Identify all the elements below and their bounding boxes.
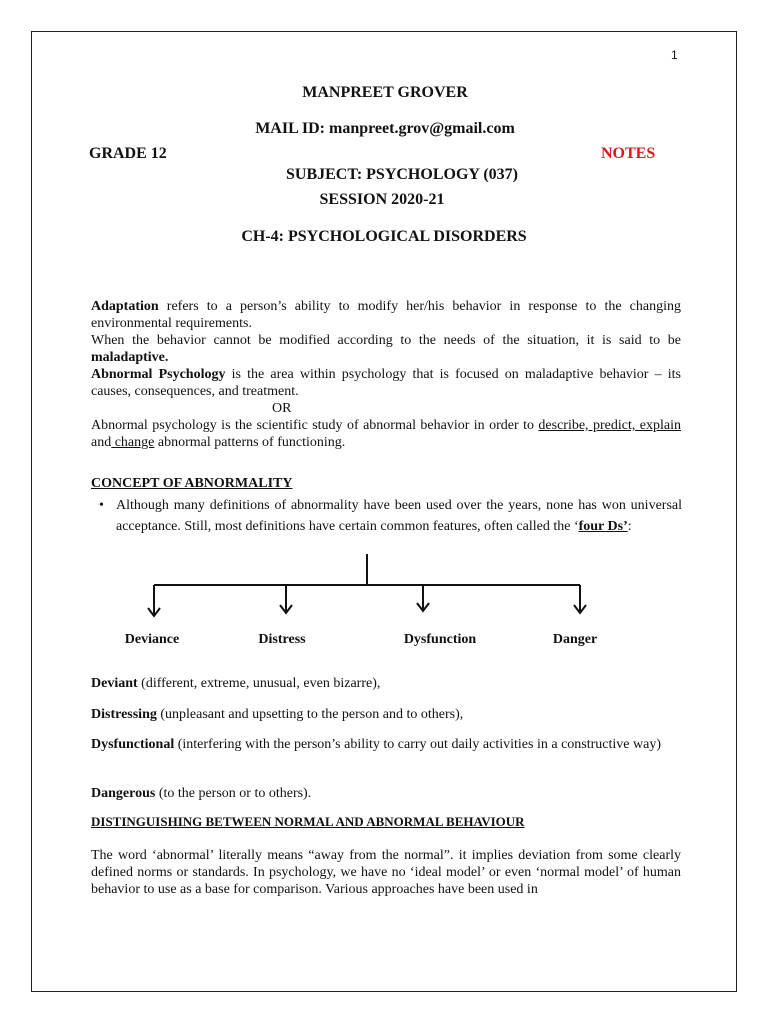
maladaptive-term: maladaptive. [91,350,169,365]
page-number: 1 [671,48,678,62]
abnormal-text: is the area within psychology that is focused on maladaptive behavior – its causes, consequences, and treatment. [91,367,681,399]
bullet-text: Although many definitions of abnormality have been used over the years, none has won universal acceptance. Still, most definitions have certain common features, often called the ‘ [116,498,682,534]
concept-heading: CONCEPT OF ABNORMALITY [91,476,293,491]
definition-text: (unpleasant and upsetting to the person and to others), [156,707,464,722]
adaptation-term: Adaptation [91,299,159,314]
subject-line: SUBJECT: PSYCHOLOGY (037) [285,166,518,183]
alt-def-and: and [91,435,112,450]
or-separator: OR [272,401,292,416]
definition-term: Distressing [91,707,157,722]
definition-distressing [91,706,681,723]
alt-def-underlined-2: change [111,435,155,450]
mail-id: MAIL ID: manpreet.grov@gmail.com [255,120,515,137]
label-danger: Danger [552,632,598,647]
author-name: MANPREET GROVER [302,84,468,101]
alt-def-start: Abnormal psychology is the scientific study of abnormal behavior in order to [91,418,539,433]
definition-term: Dangerous [91,786,156,801]
arrow-down-icon [280,585,292,613]
label-deviance: Deviance [124,632,180,647]
definition-text: (to the person or to others). [155,786,312,801]
label-distress: Distress [258,632,306,647]
definition-text: (interfering with the person’s ability to carry out daily activities in a constructive way) [174,737,661,752]
alt-def-end: abnormal patterns of functioning. [154,435,346,450]
definition-term: Deviant [91,676,138,691]
distinguishing-heading: DISTINGUISHING BETWEEN NORMAL AND ABNORMAL BEHAVIOUR [91,814,525,829]
definition-term: Dysfunctional [91,737,175,752]
four-ds-term: four Ds’ [578,519,628,534]
adaptation-text: refers to a person’s ability to modify her/his behavior in response to the changing environmental requirements. [91,299,681,331]
label-dysfunction: Dysfunction [403,632,477,647]
grade-label: GRADE 12 [89,145,167,162]
session-line: SESSION 2020-21 [319,191,445,208]
arrow-down-icon [148,585,160,616]
document-page [31,31,737,992]
chapter-title: CH-4: PSYCHOLOGICAL DISORDERS [241,228,527,245]
definition-deviant [91,675,681,692]
arrow-down-icon [574,585,586,613]
notes-label: NOTES [601,145,656,162]
distinguishing-paragraph: The word ‘abnormal’ literally means “away from the normal”. it implies deviation from some clearly defined norms or standards. In psychology, we have no ‘ideal model’ or even ‘normal model’ of human behavior to use as a base for comparison. Various approaches have been used in [91,848,681,897]
alt-def-underlined-1: describe, predict, explain [538,418,681,433]
definition-dangerous [91,785,681,802]
maladaptive-text: When the behavior cannot be modified according to the needs of the situation, it is said to be [91,333,681,348]
definition-text: (different, extreme, unusual, even bizarre), [137,676,381,691]
arrow-down-icon [417,585,429,611]
bullet-dot-icon: • [99,498,104,513]
bullet-end: : [627,519,632,534]
definition-dysfunctional [91,736,681,753]
four-ds-diagram [32,32,738,632]
abnormal-term: Abnormal Psychology [91,367,226,382]
